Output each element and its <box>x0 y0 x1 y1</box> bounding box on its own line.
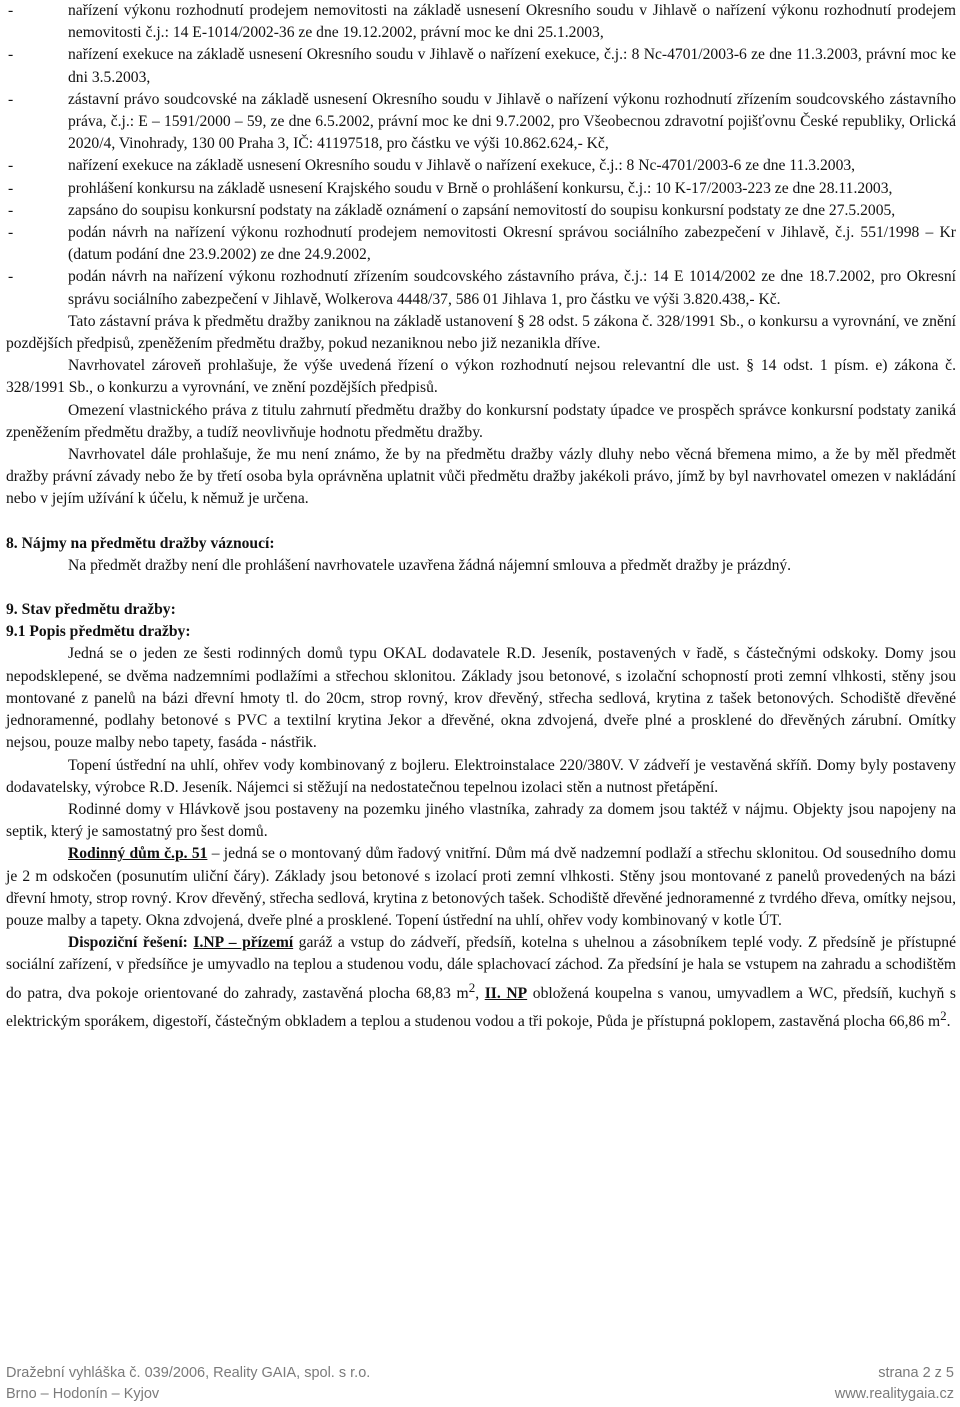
list-item: - nařízení exekuce na základě usnesení Okresního soudu v Jihlavě o nařízení exekuce, č.j.: 8 Nc-4701/2003-6 ze dne 11.3.2003, <box>8 157 856 175</box>
paragraph: Na předmět dražby není dle prohlášení navrhovatele uzavřena žádná nájemní smlouva a předmět dražby je prázdný. <box>68 556 792 574</box>
subsection-heading: 9.1 Popis předmětu dražby: <box>6 623 191 641</box>
list-item: - podán návrh na nařízení výkonu rozhodnutí prodejem nemovitosti Okresní správou sociálního zabezpečení v Jihlavě, č.j. 551/1998 – Kr (datum podání dne 23.9.2002) ze dne 24.9.2002, <box>8 224 956 264</box>
list-item: - zapsáno do soupisu konkursní podstaty na základě oznámení o zapsání nemovitostí do soupisu konkursní podstaty ze dne 27.5.2005, <box>8 201 896 219</box>
paragraph: Jedná se o jeden ze šesti rodinných domů typu OKAL dodavatele R.D. Jeseník, postavených v řadě, s částečnými odskoky. Domy jsou nepodsklepené, se dvěma nadzemními podlažími a střechou sklonitou. Základy jsou betonové, s izolační schopností proti zemní vlhkosti, stěny jsou montované z panelů na bázi dřevní hmoty tl. do 20cm, strop rovný, krov dřevěný, střecha sedlová, krytina z tašek betonových. Schodiště dřevěné jednoramenné, podlahy betonové s PVC a textilní krytina Jekor a dřevěné, okna zdvojená, dveře plné a prosklené do dřevěných zárubní. Omítky nejsou, pouze malby nebo tapety, fasáda - nástřik. <box>6 645 956 752</box>
footer-locations: Brno – Hodonín – Kyjov <box>6 1386 160 1402</box>
footer-page-number: strana 2 z 5 <box>878 1365 954 1381</box>
list-item: - nařízení výkonu rozhodnutí prodejem nemovitosti na základě usnesení Okresního soudu v Jihlavě o nařízení výkonu rozhodnutí prodejem nemovitosti č.j.: 14 E-1014/2002-36 ze dne 19.12.2002, právní moc ke dni 25.1.2003, <box>8 2 956 42</box>
floor-label: I.NP – přízemí <box>193 934 294 952</box>
document-page <box>6 0 956 1033</box>
section-heading: 9. Stav předmětu dražby: <box>6 601 176 619</box>
section-heading: 8. Nájmy na předmětu dražby váznoucí: <box>6 534 275 552</box>
paragraph: Tato zástavní práva k předmětu dražby zaniknou na základě ustanovení § 28 odst. 5 zákona č. 328/1991 Sb., o konkursu a vyrovnání, ve znění pozdějších předpisů, zpeněžením předmětu dražby, pokud nezaniknou nebo již nezanikla dříve. <box>6 312 956 353</box>
list-item: - prohlášení konkursu na základě usnesení Krajského soudu v Brně o prohlášení konkursu, č.j.: 10 K-17/2003-223 ze dne 28.11.2003, <box>8 179 893 197</box>
paragraph: Rodinné domy v Hlávkově jsou postaveny na pozemku jiného vlastníka, zahrady za domem jsou taktéž v nájmu. Objekty jsou napojeny na septik, který je samostatný pro šest domů. <box>6 800 956 841</box>
paragraph: Navrhovatel dále prohlašuje, že mu není známo, že by na předmětu dražby vázly dluhy nebo věcná břemena mimo, a že by měl předmět dražby právní závady nebo že by třetí osoba byla oprávněna uplatnit vůči předmětu dražby jakékoli právo, jímž by byl navrhovatel omezen v nakládání nebo v jejím užívání k účelu, k němuž je určena. <box>6 446 956 508</box>
footer-document-id: Dražební vyhláška č. 039/2006, Reality GAIA, spol. s r.o. <box>6 1365 371 1381</box>
list-item: - nařízení exekuce na základě usnesení Okresního soudu v Jihlavě o nařízení exekuce, č.j.: 8 Nc-4701/2003-6 ze dne 11.3.2003, právní moc ke dni 3.5.2003, <box>8 46 956 86</box>
layout-label: Dispoziční řešení: <box>68 934 188 952</box>
floor-label: II. NP <box>484 984 528 1002</box>
paragraph: Navrhovatel zároveň prohlašuje, že výše uvedená řízení o výkon rozhodnutí nejsou relevantní dle ust. § 14 odst. 1 písm. e) zákona č. 328/1991 Sb., o konkurzu a vyrovnání, ve znění pozdějších předpisů. <box>6 357 956 397</box>
paragraph: Rodinný dům č.p. 51 – jedná se o montovaný dům řadový vnitřní. Dům má dvě nadzemní podlaží a střechu sklonitou. Od sousedního domu je 2 m odskočen (posunutím uliční čáry). Základy jsou betonové s izolací proti zemní vlhkosti. Stěny jsou montované z panelů provedených na bázi dřevní hmoty, strop rovný. Krov dřevěný, střecha sedlová, krytina z betonových tašek. Schodiště dřevěné jednoramenné z tvrdého dřeva, omítky nejsou, pouze malby a tapety. Okna zdvojená, dveře plné a prosklené. Topení ústřední na uhlí, ohřev vody kombinovaný v kotle ÚT. <box>6 845 956 929</box>
paragraph: Topení ústřední na uhlí, ohřev vody kombinovaný z bojleru. Elektroinstalace 220/380V. V zádveří je vestavěná skříň. Domy byly postaveny dodavatelsky, výrobce R.D. Jeseník. Nájemci si stěžují na nedostatečnou tepelnou izolaci stěn a nutnost přetápění. <box>6 756 956 796</box>
house-label: Rodinný dům č.p. 51 <box>68 845 208 863</box>
footer-website: www.realitygaia.cz <box>834 1386 954 1402</box>
paragraph: Omezení vlastnického práva z titulu zahrnutí předmětu dražby do konkursní podstaty úpadce ve prospěch správce konkursní podstaty zaniká zpeněžením předmětu dražby, a tudíž neovlivňuje hodnotu předmětu dražby. <box>6 401 956 441</box>
list-item: - podán návrh na nařízení výkonu rozhodnutí zřízením soudcovského zástavního práva, č.j.: 14 E 1014/2002 ze dne 18.7.2002, pro Okresní správu sociálního zabezpečení v Jihlavě, Wolkerova 4448/37, 586 01 Jihlava 1, pro částku ve výši 3.820.438,- Kč. <box>8 268 956 308</box>
list-item: - zástavní právo soudcovské na základě usnesení Okresního soudu v Jihlavě o nařízení výkonu rozhodnutí zřízením soudcovského zástavního práva, č.j.: E – 1591/2000 – 59, ze dne 6.5.2002, právní moc ke dni 9.7.2002, pro Všeobecnou zdravotní pojišťovnu České republiky, Orlická 2020/4, Vinohrady, 130 00 Praha 3, IČ: 41197518, pro částku ve výši 10.862.624,- Kč, <box>8 90 956 153</box>
paragraph: Dispoziční řešení: I.NP – přízemí garáž a vstup do zádveří, předsíň, kotelna s uhelnou a zásobníkem teplé vody. Z předsíně je přístupné sociální zařízení, v předsíňce je umyvadlo na teplou a studenou vodu, dále splachovací záchod. Za předsíní je hala se vstupem na zahradu a schodištěm do patra, dva pokoje orientované do zahrady, zastavěná plocha 68,83 $m^2$, II. NP obložená koupelna s vanou, umyvadlem a WC, předsíň, kuchyň s elektrickým sporákem, digestoří, částečným obkladem a teplou a studenou vodou a tři pokoje, Půda je přístupná poklopem, zastavěná plocha 66,86 $m^2$. <box>6 934 957 1031</box>
page-footer <box>6 1363 954 1405</box>
